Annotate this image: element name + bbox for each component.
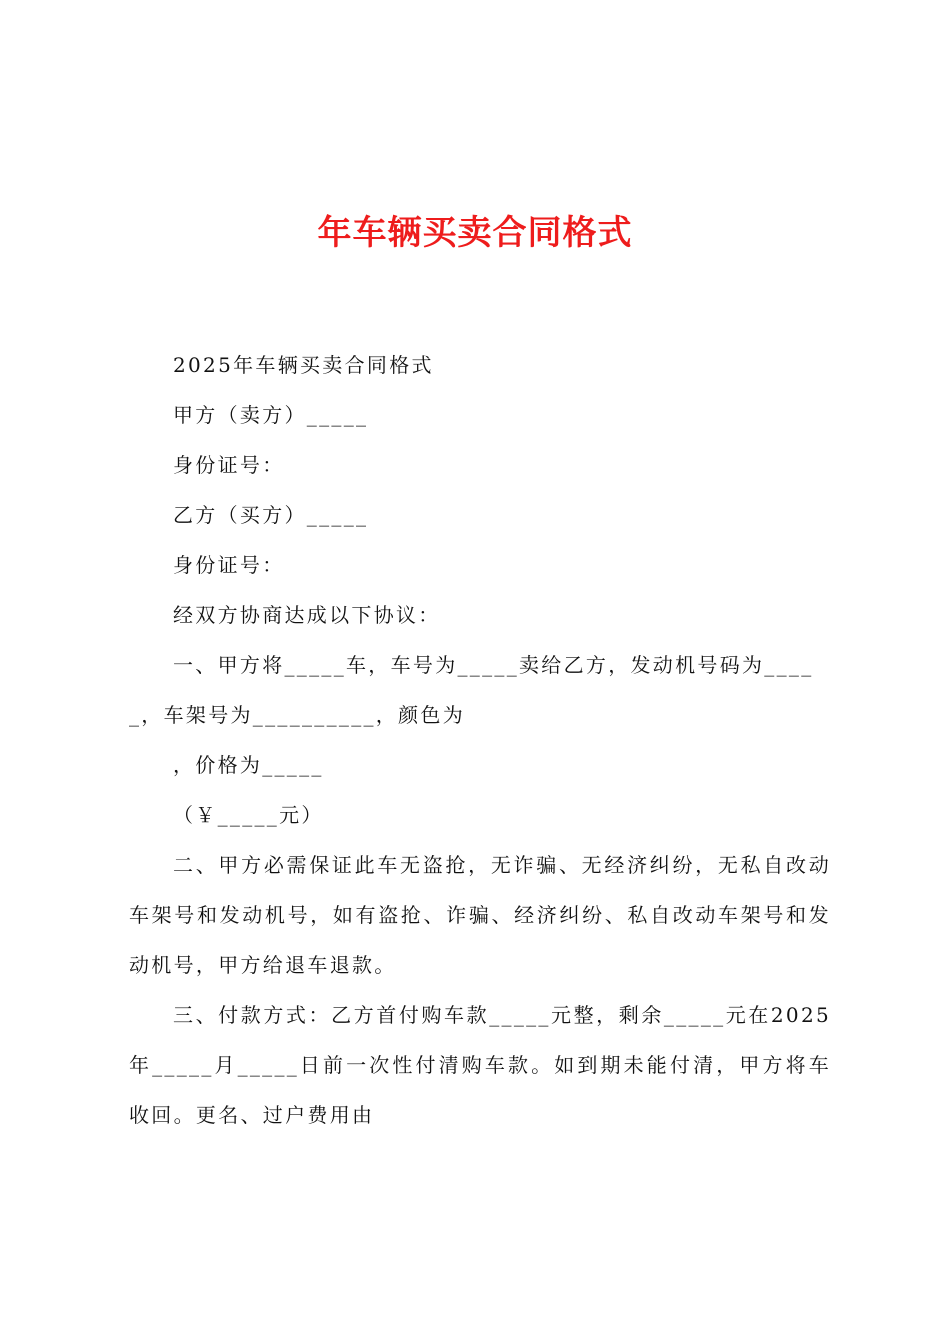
paragraph-agreement-intro: 经双方协商达成以下协议： xyxy=(173,603,441,627)
paragraph-contract-name: 2025年车辆买卖合同格式 xyxy=(173,353,434,377)
paragraph-party-a: 甲方（卖方）_____ xyxy=(173,403,369,427)
paragraph-clause-1-price: ，价格为_____ xyxy=(173,753,324,777)
document-title: 年车辆买卖合同格式 xyxy=(317,213,633,253)
paragraph-party-a-id: 身份证号： xyxy=(173,453,285,477)
paragraph-party-b: 乙方（买方）_____ xyxy=(173,503,369,527)
paragraph-clause-1-amount: （￥_____元） xyxy=(173,803,324,827)
paragraph-clause-3: 三、付款方式：乙方首付购车款_____元整，剩余_____元在2025年_____月_____日前一次性付清购车款。如到期未能付清，甲方将车收回。更名、过户费用由 xyxy=(129,1003,831,1127)
paragraph-party-b-id: 身份证号： xyxy=(173,553,285,577)
document-body xyxy=(129,340,831,1140)
paragraph-clause-2: 二、甲方必需保证此车无盗抢，无诈骗、无经济纠纷，无私自改动车架号和发动机号，如有盗抢、诈骗、经济纠纷、私自改动车架号和发动机号，甲方给退车退款。 xyxy=(129,853,831,977)
paragraph-clause-1: 一、甲方将_____车，车号为_____卖给乙方，发动机号码为_____，车架号为__________，颜色为 xyxy=(129,653,814,727)
